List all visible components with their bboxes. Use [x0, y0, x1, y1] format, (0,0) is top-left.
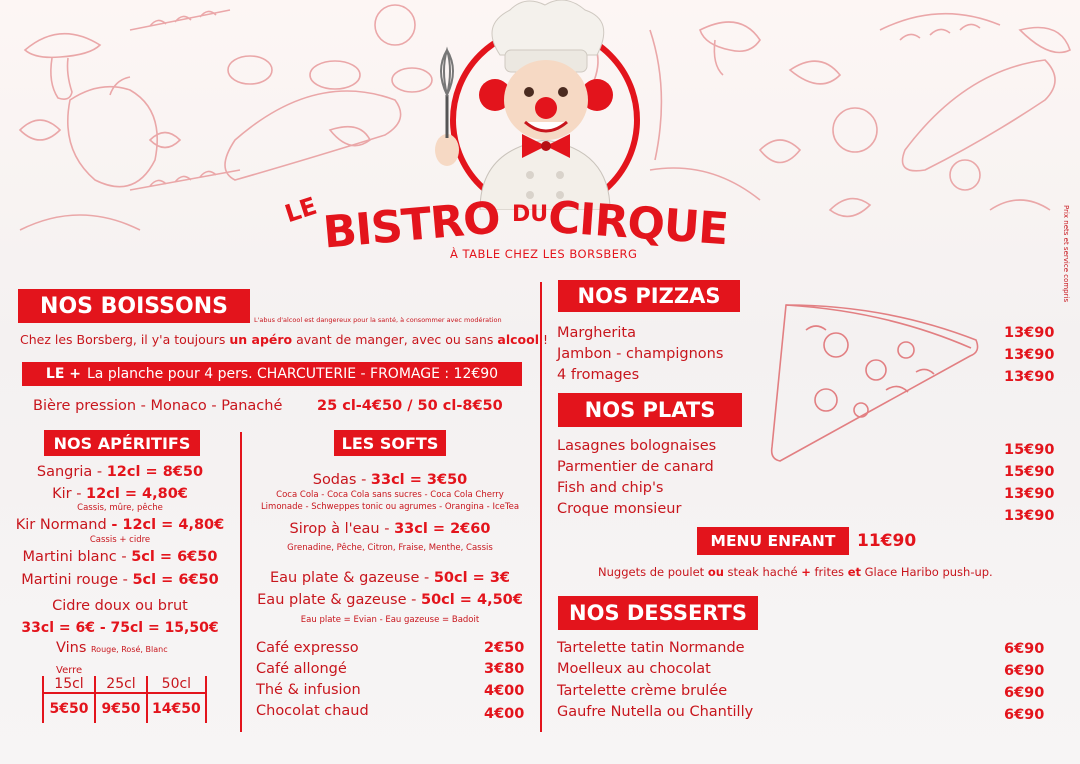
- dessert-name: Tartelette crème brulée: [557, 683, 728, 699]
- enfant-price: 11€90: [857, 531, 917, 551]
- side-note: Prix nets et service compris: [1062, 205, 1070, 303]
- boissons-intro: Chez les Borsberg, il y'a toujours un apéro avant de manger, avec ou sans alcool !: [20, 332, 548, 347]
- boissons-heading: NOS BOISSONS: [18, 289, 250, 323]
- title-cirque: CIRQUE: [546, 191, 730, 256]
- title-le: LE: [281, 191, 321, 229]
- hot-drink-price: 2€50: [484, 640, 525, 656]
- pizza-name: Margherita: [557, 325, 636, 341]
- martini-blanc-line: Martini blanc - 5cl = 6€50: [22, 549, 218, 565]
- eau-line-2: Eau plate & gazeuse - 50cl = 4,50€: [257, 592, 523, 608]
- verre-label: Verre: [56, 665, 83, 676]
- aperitifs-heading: NOS APÉRITIFS: [44, 430, 200, 456]
- clown-chef-illustration: [425, 0, 665, 210]
- hot-drink-price: 3€80: [484, 661, 525, 677]
- alcohol-warning: L'abus d'alcool est dangereux pour la santé, à consommer avec modération: [254, 316, 502, 324]
- sodas-note-2: Limonade - Schweppes tonic ou agrumes - Orangina - IceTea: [260, 502, 520, 512]
- hot-drink-name: Thé & infusion: [256, 682, 361, 698]
- cidre-price: 33cl = 6€ - 75cl = 15,50€: [21, 620, 219, 636]
- pizza-name: Jambon - champignons: [557, 346, 724, 362]
- dessert-price: 6€90: [1004, 641, 1045, 657]
- kir-line: Kir - 12cl = 4,80€: [52, 486, 188, 502]
- hot-drink-name: Chocolat chaud: [256, 703, 369, 719]
- divider-center: [540, 282, 542, 732]
- enfant-description: Nuggets de poulet ou steak haché + frites et Glace Haribo push-up.: [598, 565, 993, 579]
- eau-note: Eau plate = Evian - Eau gazeuse = Badoit: [300, 615, 480, 625]
- hot-drink-price: 4€00: [484, 706, 525, 722]
- plat-name: Parmentier de canard: [557, 459, 714, 475]
- vins-size: 50cl: [147, 676, 206, 693]
- enfant-heading: MENU ENFANT: [697, 527, 849, 555]
- plat-name: Lasagnes bolognaises: [557, 438, 717, 454]
- sodas-note-1: Coca Cola - Coca Cola sans sucres - Coca Cola Cherry: [276, 490, 504, 500]
- planche-banner: LE + La planche pour 4 pers. CHARCUTERIE - FROMAGE : 12€90: [22, 362, 522, 386]
- pizza-price: 13€90: [1004, 369, 1055, 385]
- divider-left: [240, 432, 242, 732]
- vins-price: 14€50: [147, 693, 206, 723]
- sangria-line: Sangria - 12cl = 8€50: [36, 464, 204, 480]
- hot-drink-name: Café allongé: [256, 661, 347, 677]
- pizza-slice-illustration: [766, 290, 986, 465]
- plat-price: 15€90: [1004, 442, 1055, 458]
- dessert-price: 6€90: [1004, 707, 1045, 723]
- martini-rouge-line: Martini rouge - 5cl = 6€50: [21, 572, 219, 588]
- pizza-price: 13€90: [1004, 347, 1055, 363]
- vins-size: 15cl: [43, 676, 95, 693]
- pizzas-heading: NOS PIZZAS: [558, 280, 740, 312]
- hot-drink-price: 4€00: [484, 683, 525, 699]
- plat-name: Fish and chip's: [557, 480, 664, 496]
- dessert-price: 6€90: [1004, 663, 1045, 679]
- pizza-name: 4 fromages: [557, 367, 640, 383]
- plats-heading: NOS PLATS: [558, 393, 742, 427]
- vins-price: 5€50: [43, 693, 95, 723]
- hot-drink-name: Café expresso: [256, 640, 359, 656]
- plat-price: 15€90: [1004, 464, 1055, 480]
- plat-price: 13€90: [1004, 508, 1055, 524]
- pizza-price: 13€90: [1004, 325, 1055, 341]
- dessert-name: Gaufre Nutella ou Chantilly: [557, 704, 754, 720]
- vins-price-table: [42, 676, 207, 723]
- sirop-note: Grenadine, Pêche, Citron, Fraise, Menthe, Cassis: [287, 543, 493, 553]
- cidre-line: Cidre doux ou brut: [52, 598, 188, 614]
- title-subtitle: À TABLE CHEZ LES BORSBERG: [450, 247, 638, 261]
- kir-note: Cassis, mûre, pêche: [77, 503, 163, 513]
- plat-price: 13€90: [1004, 486, 1055, 502]
- sirop-line: Sirop à l'eau - 33cl = 2€60: [289, 521, 491, 537]
- plat-name: Croque monsieur: [557, 501, 682, 517]
- kir-normand-note: Cassis + cidre: [89, 535, 151, 545]
- dessert-name: Moelleux au chocolat: [557, 661, 711, 677]
- eau-line-1: Eau plate & gazeuse - 50cl = 3€: [269, 570, 510, 586]
- vins-price: 9€50: [95, 693, 147, 723]
- biere-price: 25 cl-4€50 / 50 cl-8€50: [317, 398, 503, 414]
- title-bistro: BISTRO: [321, 192, 502, 259]
- kir-normand-line: Kir Normand - 12cl = 4,80€: [15, 517, 225, 533]
- desserts-heading: NOS DESSERTS: [558, 596, 758, 630]
- title-du: DU: [512, 202, 549, 227]
- vins-size: 25cl: [95, 676, 147, 693]
- dessert-name: Tartelette tatin Normande: [557, 640, 745, 656]
- biere-line: Bière pression - Monaco - Panaché: [33, 398, 283, 414]
- dessert-price: 6€90: [1004, 685, 1045, 701]
- sodas-line: Sodas - 33cl = 3€50: [312, 472, 468, 488]
- softs-heading: LES SOFTS: [334, 430, 446, 456]
- vins-line: Vins Rouge, Rosé, Blanc: [56, 640, 168, 656]
